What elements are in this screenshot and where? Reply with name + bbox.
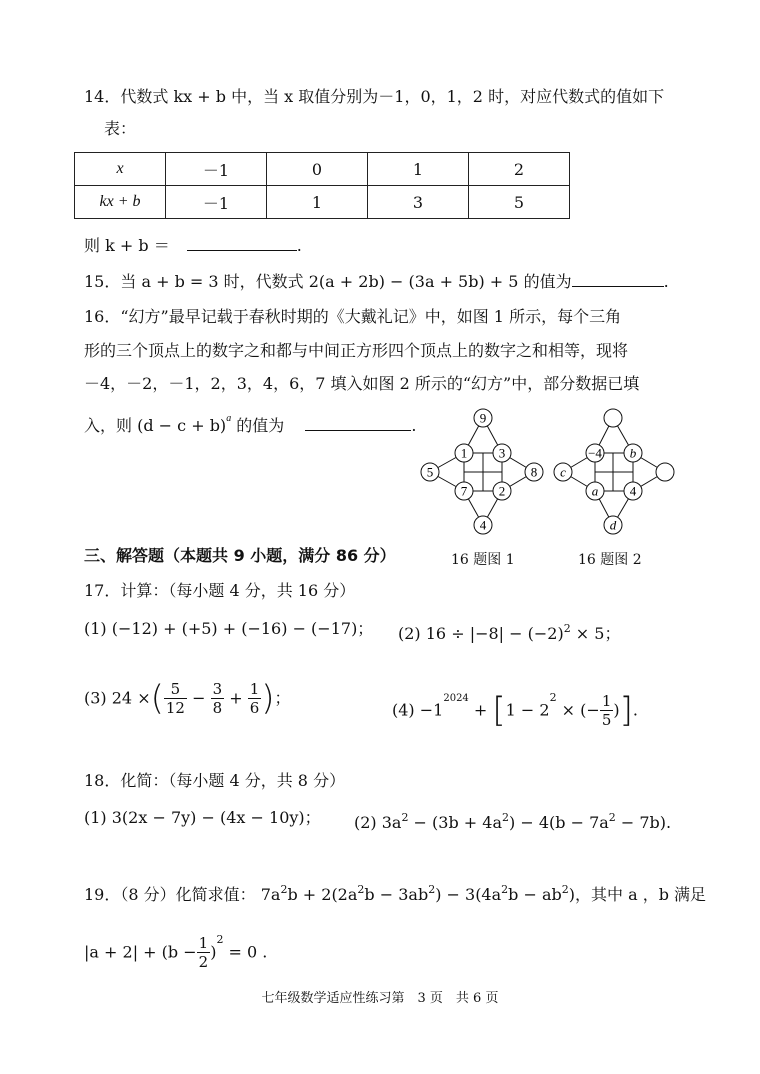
q18-part2 (354, 807, 671, 834)
table-cell: 5 (469, 186, 570, 219)
denominator: 8 (212, 699, 223, 717)
answer-blank[interactable] (187, 236, 297, 251)
q17-part2-a: (2) 16 ÷ |−8| − (−2) (398, 624, 564, 643)
punctuation: ； (274, 688, 291, 708)
exponent: 2 (357, 883, 365, 896)
q17-part3-a: (3) 24 × (84, 688, 151, 708)
numerator: 1 (249, 680, 260, 698)
q14-answer-line (84, 235, 302, 257)
table-cell: x (75, 153, 166, 186)
denominator: 6 (249, 699, 260, 717)
exponent: 2 (216, 933, 224, 946)
right-paren: ) (261, 678, 275, 719)
punctuation: . (632, 700, 638, 720)
denominator: 12 (165, 699, 185, 717)
exponent: 2 (502, 811, 510, 824)
q19-c: b − 3ab (364, 885, 429, 904)
q16-line1: 16．“幻方”最早记载于春秋时期的《大戴礼记》中，如图 1 所示，每个三角 (84, 307, 622, 326)
table-cell: 3 (368, 186, 469, 219)
q17-part3 (84, 680, 291, 717)
q18-part2-c: ) − 4(b − 7a (509, 813, 609, 832)
q15-text: 15．当 a + b = 3 时，代数式 2(a + 2b) − (3a + 5b) + 5 的值为 (84, 272, 572, 291)
fig1-inner-bl-node: 7 (460, 483, 468, 499)
exponent: 2 (501, 883, 509, 896)
magic-square-figure-1 (416, 404, 552, 542)
operator: + (229, 688, 243, 708)
q17-part1: (1) (−12) + (+5) + (−16) − (−17)； (84, 619, 374, 638)
fig1-left-node: 5 (426, 464, 434, 480)
fraction (164, 680, 187, 717)
section-title: 三、解答题（本题共 9 小题，满分 86 分） (84, 546, 396, 565)
q16-suffix: . (411, 416, 417, 435)
value-table (74, 152, 570, 219)
fraction (211, 680, 225, 717)
fig1-inner-tr-node: 3 (498, 445, 506, 461)
fraction (248, 680, 262, 717)
table-cell: －1 (166, 153, 267, 186)
table-row (75, 153, 570, 186)
q17-part2-exp: 2 (563, 622, 571, 635)
q19-e: b − ab (508, 885, 562, 904)
exponent: 2 (561, 883, 569, 896)
fig2-inner-tr-node: b (629, 445, 637, 461)
answer-blank[interactable] (305, 416, 411, 431)
q19-line1 (84, 879, 706, 906)
q16-exponent: a (226, 413, 232, 424)
table-cell: 1 (368, 153, 469, 186)
exponent: 2 (608, 811, 616, 824)
fig2-inner-bl-node: a (591, 483, 599, 499)
table-cell: 2 (469, 153, 570, 186)
fig1-right-node: 8 (530, 464, 538, 480)
fig1-caption: 16 题图 1 (451, 552, 515, 568)
fig1-inner-tl-node: 1 (460, 445, 468, 461)
q18-part2-a: (2) 3a (354, 813, 402, 832)
q19-line2-c: = 0 . (223, 942, 268, 962)
fig2-bottom-node: d (609, 517, 617, 533)
q19-d: ) − 3(4a (435, 885, 502, 904)
numerator: 3 (212, 680, 223, 698)
q17-part4-e: ) (613, 700, 620, 720)
fig2-caption: 16 题图 2 (578, 552, 642, 568)
table-row (75, 186, 570, 219)
q14-answer-suffix: . (296, 236, 302, 255)
q19-line2 (84, 922, 267, 971)
fraction (600, 692, 614, 729)
fig1-inner-br-node: 2 (498, 483, 506, 499)
q19-b: b + 2(2a (287, 885, 358, 904)
q16-line4 (84, 408, 416, 437)
magic-square-figure-2 (550, 404, 678, 542)
q17-part4-exp: 2024 (443, 693, 469, 704)
q17-part4-b: + (468, 700, 493, 720)
q14-line2: 表： (104, 119, 137, 138)
right-bracket: ] (619, 690, 633, 731)
q16-line3: －4，－2，－1，2，3，4，6，7 填入如图 2 所示的“幻方”中，部分数据已填 (84, 374, 640, 393)
q19-a: 19．（8 分）化简求值： 7a (84, 885, 281, 904)
numerator: 5 (164, 680, 187, 699)
table-cell: 0 (267, 153, 368, 186)
q18-title: 18．化简：（每小题 4 分，共 8 分） (84, 771, 346, 790)
table-cell: －1 (166, 186, 267, 219)
fig2-inner-tl-node: −4 (588, 445, 602, 461)
numerator: 1 (601, 692, 612, 710)
q15-suffix: . (663, 272, 669, 291)
q19-line2-b: ) (210, 942, 217, 962)
denominator: 5 (601, 711, 612, 729)
exponent: 2 (428, 883, 436, 896)
fig1-top-node: 9 (479, 410, 487, 426)
exponent: 2 (280, 883, 288, 896)
fig2-inner-br-node: 4 (629, 483, 637, 499)
left-paren: ( (150, 678, 164, 719)
q17-part2-b: × 5； (570, 624, 621, 643)
left-bracket: [ (492, 690, 506, 731)
fig2-left-node: c (560, 464, 566, 480)
fraction (197, 934, 211, 971)
q17-part2 (398, 618, 620, 645)
q18-part2-b: − (3b + 4a (408, 813, 503, 832)
q17-part4-c: 1 − 2 (505, 700, 550, 720)
q16-line2: 形的三个顶点上的数字之和都与中间正方形四个顶点上的数字之和相等，现将 (84, 341, 629, 360)
q17-title: 17．计算：（每小题 4 分，共 16 分） (84, 581, 356, 600)
page-footer: 七年级数学适应性练习第 3 页 共 6 页 (261, 991, 499, 1006)
exponent: 2 (401, 811, 409, 824)
q15-line (84, 271, 669, 293)
q16-line4-prefix: 入，则 (d − c + b) (84, 416, 227, 435)
q17-part4 (392, 680, 638, 729)
q17-part4-d: × (− (556, 700, 600, 720)
q18-part1: (1) 3(2x − 7y) − (4x − 10y)； (84, 808, 321, 827)
q17-part4-exp2: 2 (549, 691, 557, 704)
q14-answer-prefix: 则 k + b ＝ (84, 236, 170, 255)
table-cell: 1 (267, 186, 368, 219)
q17-part4-a: (4) −1 (392, 700, 444, 720)
q19-f: )，其中 a ，b 满足 (568, 885, 707, 904)
q14-line1: 14．代数式 kx + b 中，当 x 取值分别为－1，0，1，2 时，对应代数式的值如下 (84, 87, 665, 106)
numerator: 1 (198, 934, 209, 952)
operator: − (192, 688, 206, 708)
answer-blank[interactable] (572, 272, 664, 287)
q16-line4-mid: 的值为 (231, 416, 285, 435)
fig1-bottom-node: 4 (479, 517, 487, 533)
q18-part2-d: − 7b). (615, 813, 672, 832)
denominator: 2 (198, 953, 209, 971)
table-cell: kx + b (75, 186, 166, 219)
q19-line2-a: |a + 2| + (b − (84, 942, 197, 962)
